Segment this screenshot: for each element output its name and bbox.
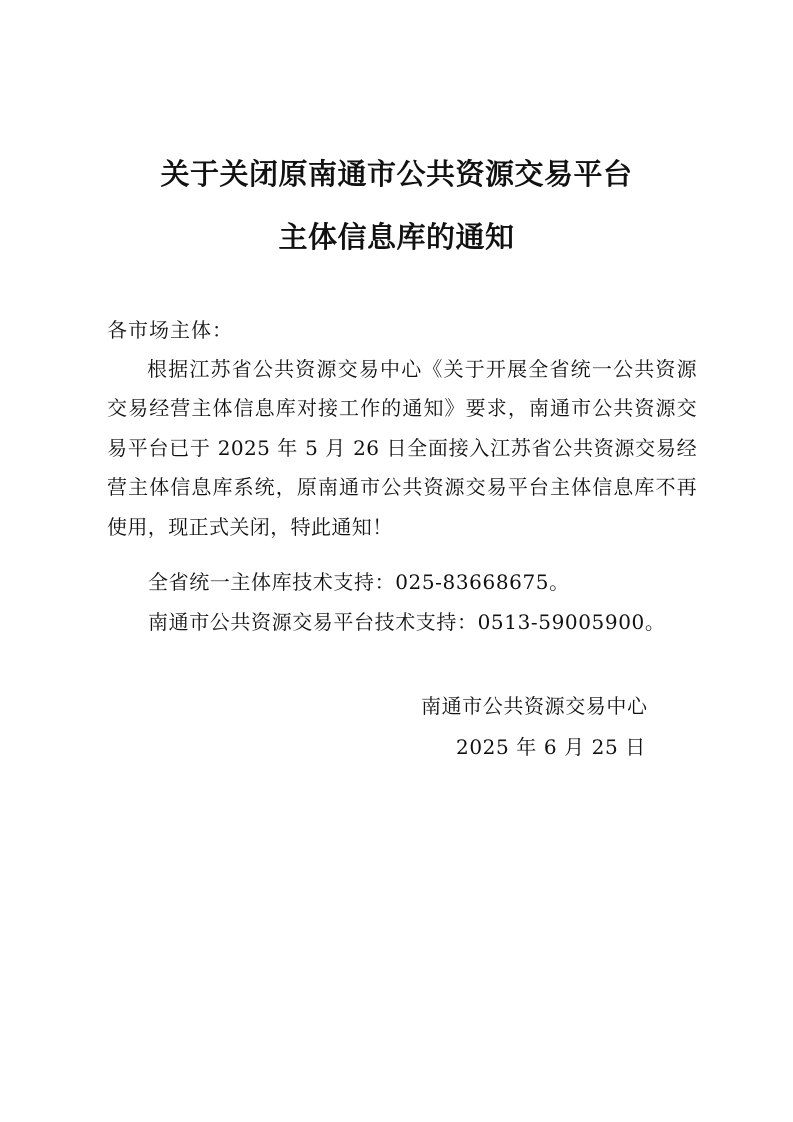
signature-organization: 南通市公共资源交易中心 xyxy=(421,694,648,718)
support-line-city: 南通市公共资源交易平台技术支持：0513-59005900。 xyxy=(148,610,666,634)
salutation: 各市场主体： xyxy=(107,318,233,342)
body-paragraph: 根据江苏省公共资源交易中心《关于开展全省统一公共资源交易经营主体信息库对接工作的通知》要求，南通市公共资源交易平台已于 2025 年 5 月 26 日全面接入江苏省公共资源交易经营主体信息库系统，原南通市公共资源交易平台主体信息库不再使用，现正式关闭，特此通知！ xyxy=(107,357,697,539)
support-line-province: 全省统一主体库技术支持：025-83668675。 xyxy=(148,570,570,594)
document-title-line-2: 主体信息库的通知 xyxy=(278,220,515,254)
document-title-line-1: 关于关闭原南通市公共资源交易平台 xyxy=(160,157,633,191)
signature-date: 2025 年 6 月 25 日 xyxy=(456,735,646,759)
